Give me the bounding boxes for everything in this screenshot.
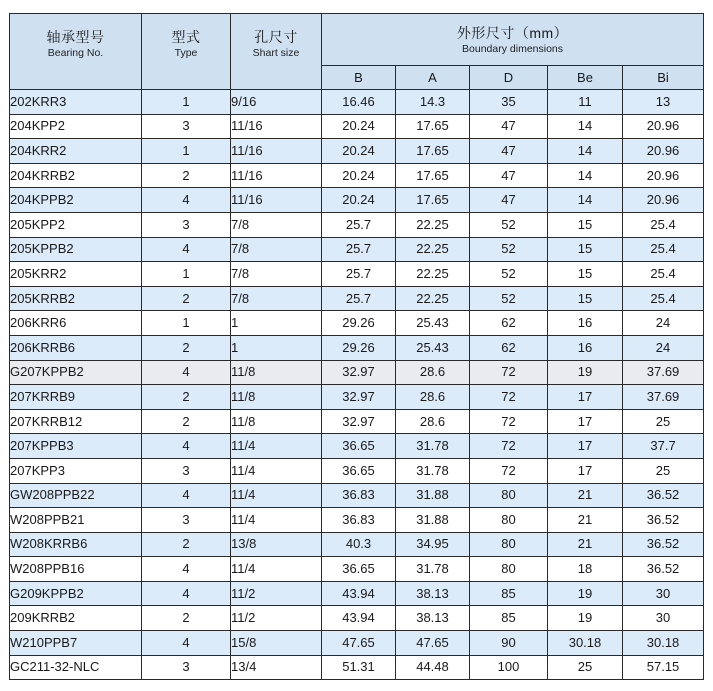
dim-b-cell: 36.83 [322, 508, 396, 533]
table-row [10, 139, 704, 164]
dim-be-cell: 16 [548, 335, 623, 360]
dim-a-cell: 17.65 [396, 188, 470, 213]
dim-be-cell: 14 [548, 188, 623, 213]
type-cell: 2 [142, 335, 231, 360]
dim-be-cell: 17 [548, 409, 623, 434]
dim-a-cell: 22.25 [396, 262, 470, 287]
dim-bi-cell: 36.52 [623, 557, 704, 582]
dim-a-cell: 38.13 [396, 606, 470, 631]
dim-b-cell: 43.94 [322, 581, 396, 606]
dim-d-cell: 80 [470, 532, 548, 557]
bearing-no-cell: 205KPPB2 [10, 237, 142, 262]
dim-b-cell: 36.65 [322, 557, 396, 582]
dim-be-cell: 19 [548, 581, 623, 606]
type-cell: 2 [142, 532, 231, 557]
dim-d-cell: 52 [470, 237, 548, 262]
bearing-no-cell: 209KRRB2 [10, 606, 142, 631]
dim-be-cell: 21 [548, 508, 623, 533]
dim-be-cell: 14 [548, 114, 623, 139]
dim-b-cell: 20.24 [322, 114, 396, 139]
dim-b-cell: 25.7 [322, 262, 396, 287]
bearing-no-cell: W208PPB16 [10, 557, 142, 582]
bearing-no-cell: 204KRR2 [10, 139, 142, 164]
bearing-no-cell: 207KPPB3 [10, 434, 142, 459]
boundary-dimensions-header [322, 14, 704, 66]
dim-b-cell: 51.31 [322, 655, 396, 680]
dim-b-cell: 32.97 [322, 409, 396, 434]
dim-d-cell: 72 [470, 458, 548, 483]
dim-bi-cell: 36.52 [623, 508, 704, 533]
dim-a-cell: 47.65 [396, 631, 470, 656]
dim-bi-cell: 25 [623, 409, 704, 434]
dim-bi-cell: 20.96 [623, 114, 704, 139]
type-cell: 3 [142, 655, 231, 680]
dim-d-cell: 80 [470, 508, 548, 533]
col-header-d: D [470, 66, 548, 90]
type-cell: 3 [142, 458, 231, 483]
bearing-no-cell: 204KPPB2 [10, 188, 142, 213]
bearing-spec-table [9, 13, 704, 680]
bearing-no-cell: 202KRR3 [10, 90, 142, 115]
shaft-size-cell: 11/2 [231, 581, 322, 606]
shaft-size-cell: 15/8 [231, 631, 322, 656]
dim-a-cell: 28.6 [396, 360, 470, 385]
type-cell: 2 [142, 606, 231, 631]
type-cell: 4 [142, 483, 231, 508]
bearing-no-cell: G207KPPB2 [10, 360, 142, 385]
dim-be-cell: 16 [548, 311, 623, 336]
dim-d-cell: 72 [470, 409, 548, 434]
shaft-size-cell: 11/4 [231, 458, 322, 483]
dim-d-cell: 85 [470, 606, 548, 631]
table-body [10, 90, 704, 680]
dim-be-cell: 18 [548, 557, 623, 582]
shaft-size-header-en: Shart size [252, 47, 300, 59]
shaft-size-cell: 1 [231, 311, 322, 336]
shaft-size-cell: 11/4 [231, 483, 322, 508]
type-cell: 3 [142, 212, 231, 237]
dim-d-cell: 100 [470, 655, 548, 680]
bearing-no-cell: 207KRRB12 [10, 409, 142, 434]
dim-a-cell: 22.25 [396, 237, 470, 262]
dim-be-cell: 14 [548, 139, 623, 164]
dim-be-cell: 15 [548, 212, 623, 237]
table-row [10, 311, 704, 336]
dim-b-cell: 20.24 [322, 139, 396, 164]
dim-bi-cell: 25 [623, 458, 704, 483]
bearing-no-cell: 205KRRB2 [10, 286, 142, 311]
dim-bi-cell: 30 [623, 606, 704, 631]
type-header-en: Type [174, 47, 198, 59]
dim-be-cell: 14 [548, 163, 623, 188]
shaft-size-cell: 11/4 [231, 557, 322, 582]
type-cell: 1 [142, 139, 231, 164]
shaft-size-cell: 11/16 [231, 163, 322, 188]
dim-b-cell: 25.7 [322, 286, 396, 311]
dim-b-cell: 36.65 [322, 434, 396, 459]
boundary-header-en: Boundary dimensions [462, 42, 564, 55]
table-row [10, 606, 704, 631]
shaft-size-cell: 7/8 [231, 237, 322, 262]
shaft-size-cell: 11/8 [231, 360, 322, 385]
dim-b-cell: 25.7 [322, 212, 396, 237]
table-header [10, 14, 704, 90]
shaft-size-cell: 11/4 [231, 434, 322, 459]
shaft-size-cell: 11/16 [231, 114, 322, 139]
shaft-size-cell: 13/8 [231, 532, 322, 557]
dim-b-cell: 36.65 [322, 458, 396, 483]
dim-bi-cell: 30 [623, 581, 704, 606]
dim-b-cell: 40.3 [322, 532, 396, 557]
dim-b-cell: 29.26 [322, 311, 396, 336]
bearing-no-cell: W208PPB21 [10, 508, 142, 533]
dim-bi-cell: 36.52 [623, 532, 704, 557]
shaft-size-header-zh: 孔尺寸 [254, 29, 298, 45]
type-cell: 4 [142, 557, 231, 582]
type-cell: 1 [142, 311, 231, 336]
bearing-no-cell: G209KPPB2 [10, 581, 142, 606]
dim-a-cell: 17.65 [396, 114, 470, 139]
boundary-header-zh: 外形尺寸（mm） [456, 24, 569, 41]
dim-d-cell: 72 [470, 385, 548, 410]
dim-a-cell: 22.25 [396, 212, 470, 237]
table-row [10, 114, 704, 139]
dim-d-cell: 80 [470, 557, 548, 582]
table-row [10, 262, 704, 287]
dim-bi-cell: 37.69 [623, 385, 704, 410]
dim-a-cell: 34.95 [396, 532, 470, 557]
shaft-size-cell: 11/4 [231, 508, 322, 533]
dim-bi-cell: 57.15 [623, 655, 704, 680]
dim-d-cell: 85 [470, 581, 548, 606]
bearing-no-cell: 205KPP2 [10, 212, 142, 237]
dim-be-cell: 15 [548, 237, 623, 262]
bearing-no-header-zh: 轴承型号 [46, 29, 105, 45]
dim-a-cell: 28.6 [396, 385, 470, 410]
dim-a-cell: 25.43 [396, 311, 470, 336]
table-row [10, 237, 704, 262]
dim-b-cell: 43.94 [322, 606, 396, 631]
bearing-no-cell: 206KRRB6 [10, 335, 142, 360]
dim-bi-cell: 20.96 [623, 163, 704, 188]
bearing-no-cell: GC211-32-NLC [10, 655, 142, 680]
type-cell: 1 [142, 262, 231, 287]
table-row [10, 90, 704, 115]
table-row [10, 385, 704, 410]
shaft-size-cell: 11/2 [231, 606, 322, 631]
shaft-size-cell: 7/8 [231, 212, 322, 237]
table-row [10, 532, 704, 557]
type-cell: 4 [142, 581, 231, 606]
bearing-no-cell: 204KRRB2 [10, 163, 142, 188]
dim-bi-cell: 24 [623, 311, 704, 336]
dim-a-cell: 31.78 [396, 458, 470, 483]
table-row [10, 360, 704, 385]
bearing-no-header [10, 14, 142, 90]
dim-a-cell: 28.6 [396, 409, 470, 434]
dim-b-cell: 47.65 [322, 631, 396, 656]
table-row [10, 188, 704, 213]
dim-a-cell: 31.88 [396, 483, 470, 508]
type-cell: 2 [142, 409, 231, 434]
dim-d-cell: 47 [470, 163, 548, 188]
table-row [10, 557, 704, 582]
dim-a-cell: 25.43 [396, 335, 470, 360]
type-cell: 2 [142, 163, 231, 188]
bearing-no-cell: W208KRRB6 [10, 532, 142, 557]
bearing-no-cell: GW208PPB22 [10, 483, 142, 508]
dim-be-cell: 25 [548, 655, 623, 680]
dim-a-cell: 31.78 [396, 557, 470, 582]
dim-be-cell: 17 [548, 458, 623, 483]
type-header [142, 14, 231, 90]
shaft-size-header [231, 14, 322, 90]
dim-b-cell: 20.24 [322, 188, 396, 213]
table-row [10, 286, 704, 311]
shaft-size-cell: 1 [231, 335, 322, 360]
bearing-no-header-en: Bearing No. [47, 47, 104, 59]
type-cell: 3 [142, 508, 231, 533]
type-cell: 4 [142, 434, 231, 459]
dim-be-cell: 19 [548, 606, 623, 631]
table-row [10, 631, 704, 656]
shaft-size-cell: 11/16 [231, 139, 322, 164]
col-header-bi: Bi [623, 66, 704, 90]
dim-b-cell: 32.97 [322, 360, 396, 385]
dim-bi-cell: 36.52 [623, 483, 704, 508]
dim-bi-cell: 30.18 [623, 631, 704, 656]
shaft-size-cell: 9/16 [231, 90, 322, 115]
dim-d-cell: 47 [470, 139, 548, 164]
dim-d-cell: 72 [470, 360, 548, 385]
dim-a-cell: 44.48 [396, 655, 470, 680]
type-cell: 2 [142, 385, 231, 410]
type-cell: 4 [142, 188, 231, 213]
dim-bi-cell: 37.69 [623, 360, 704, 385]
dim-bi-cell: 25.4 [623, 286, 704, 311]
dim-d-cell: 52 [470, 286, 548, 311]
shaft-size-cell: 11/16 [231, 188, 322, 213]
table-row [10, 409, 704, 434]
table-row [10, 655, 704, 680]
bearing-no-cell: 207KRRB9 [10, 385, 142, 410]
dim-a-cell: 17.65 [396, 139, 470, 164]
table-row [10, 335, 704, 360]
dim-a-cell: 31.78 [396, 434, 470, 459]
col-header-a: A [396, 66, 470, 90]
dim-d-cell: 90 [470, 631, 548, 656]
bearing-no-cell: 206KRR6 [10, 311, 142, 336]
type-cell: 1 [142, 90, 231, 115]
dim-d-cell: 47 [470, 188, 548, 213]
dim-be-cell: 17 [548, 385, 623, 410]
table-row [10, 458, 704, 483]
dim-bi-cell: 25.4 [623, 212, 704, 237]
dim-d-cell: 52 [470, 212, 548, 237]
bearing-no-cell: W210PPB7 [10, 631, 142, 656]
type-header-zh: 型式 [171, 29, 201, 45]
dim-bi-cell: 20.96 [623, 139, 704, 164]
dim-d-cell: 52 [470, 262, 548, 287]
bearing-no-cell: 204KPP2 [10, 114, 142, 139]
dim-a-cell: 22.25 [396, 286, 470, 311]
col-header-be: Be [548, 66, 623, 90]
dim-be-cell: 30.18 [548, 631, 623, 656]
dim-bi-cell: 20.96 [623, 188, 704, 213]
dim-be-cell: 15 [548, 286, 623, 311]
type-cell: 3 [142, 114, 231, 139]
dim-d-cell: 80 [470, 483, 548, 508]
dim-b-cell: 25.7 [322, 237, 396, 262]
dim-bi-cell: 13 [623, 90, 704, 115]
table-row [10, 483, 704, 508]
dim-be-cell: 17 [548, 434, 623, 459]
dim-a-cell: 31.88 [396, 508, 470, 533]
table-row [10, 581, 704, 606]
type-cell: 4 [142, 237, 231, 262]
dim-be-cell: 21 [548, 532, 623, 557]
dim-be-cell: 15 [548, 262, 623, 287]
dim-d-cell: 35 [470, 90, 548, 115]
dim-bi-cell: 37.7 [623, 434, 704, 459]
shaft-size-cell: 11/8 [231, 385, 322, 410]
dim-d-cell: 62 [470, 311, 548, 336]
type-cell: 2 [142, 286, 231, 311]
dim-a-cell: 14.3 [396, 90, 470, 115]
type-cell: 4 [142, 360, 231, 385]
shaft-size-cell: 7/8 [231, 286, 322, 311]
table-row [10, 212, 704, 237]
table-row [10, 163, 704, 188]
dim-b-cell: 16.46 [322, 90, 396, 115]
dim-d-cell: 62 [470, 335, 548, 360]
dim-be-cell: 11 [548, 90, 623, 115]
dim-a-cell: 38.13 [396, 581, 470, 606]
table-row [10, 508, 704, 533]
dim-a-cell: 17.65 [396, 163, 470, 188]
dim-bi-cell: 25.4 [623, 237, 704, 262]
bearing-no-cell: 207KPP3 [10, 458, 142, 483]
dim-bi-cell: 25.4 [623, 262, 704, 287]
col-header-b: B [322, 66, 396, 90]
dim-b-cell: 29.26 [322, 335, 396, 360]
shaft-size-cell: 7/8 [231, 262, 322, 287]
dim-d-cell: 72 [470, 434, 548, 459]
dim-b-cell: 32.97 [322, 385, 396, 410]
dim-be-cell: 19 [548, 360, 623, 385]
shaft-size-cell: 11/8 [231, 409, 322, 434]
type-cell: 4 [142, 631, 231, 656]
dim-b-cell: 36.83 [322, 483, 396, 508]
dim-be-cell: 21 [548, 483, 623, 508]
table-row [10, 434, 704, 459]
shaft-size-cell: 13/4 [231, 655, 322, 680]
dim-d-cell: 47 [470, 114, 548, 139]
bearing-no-cell: 205KRR2 [10, 262, 142, 287]
dim-b-cell: 20.24 [322, 163, 396, 188]
dim-bi-cell: 24 [623, 335, 704, 360]
